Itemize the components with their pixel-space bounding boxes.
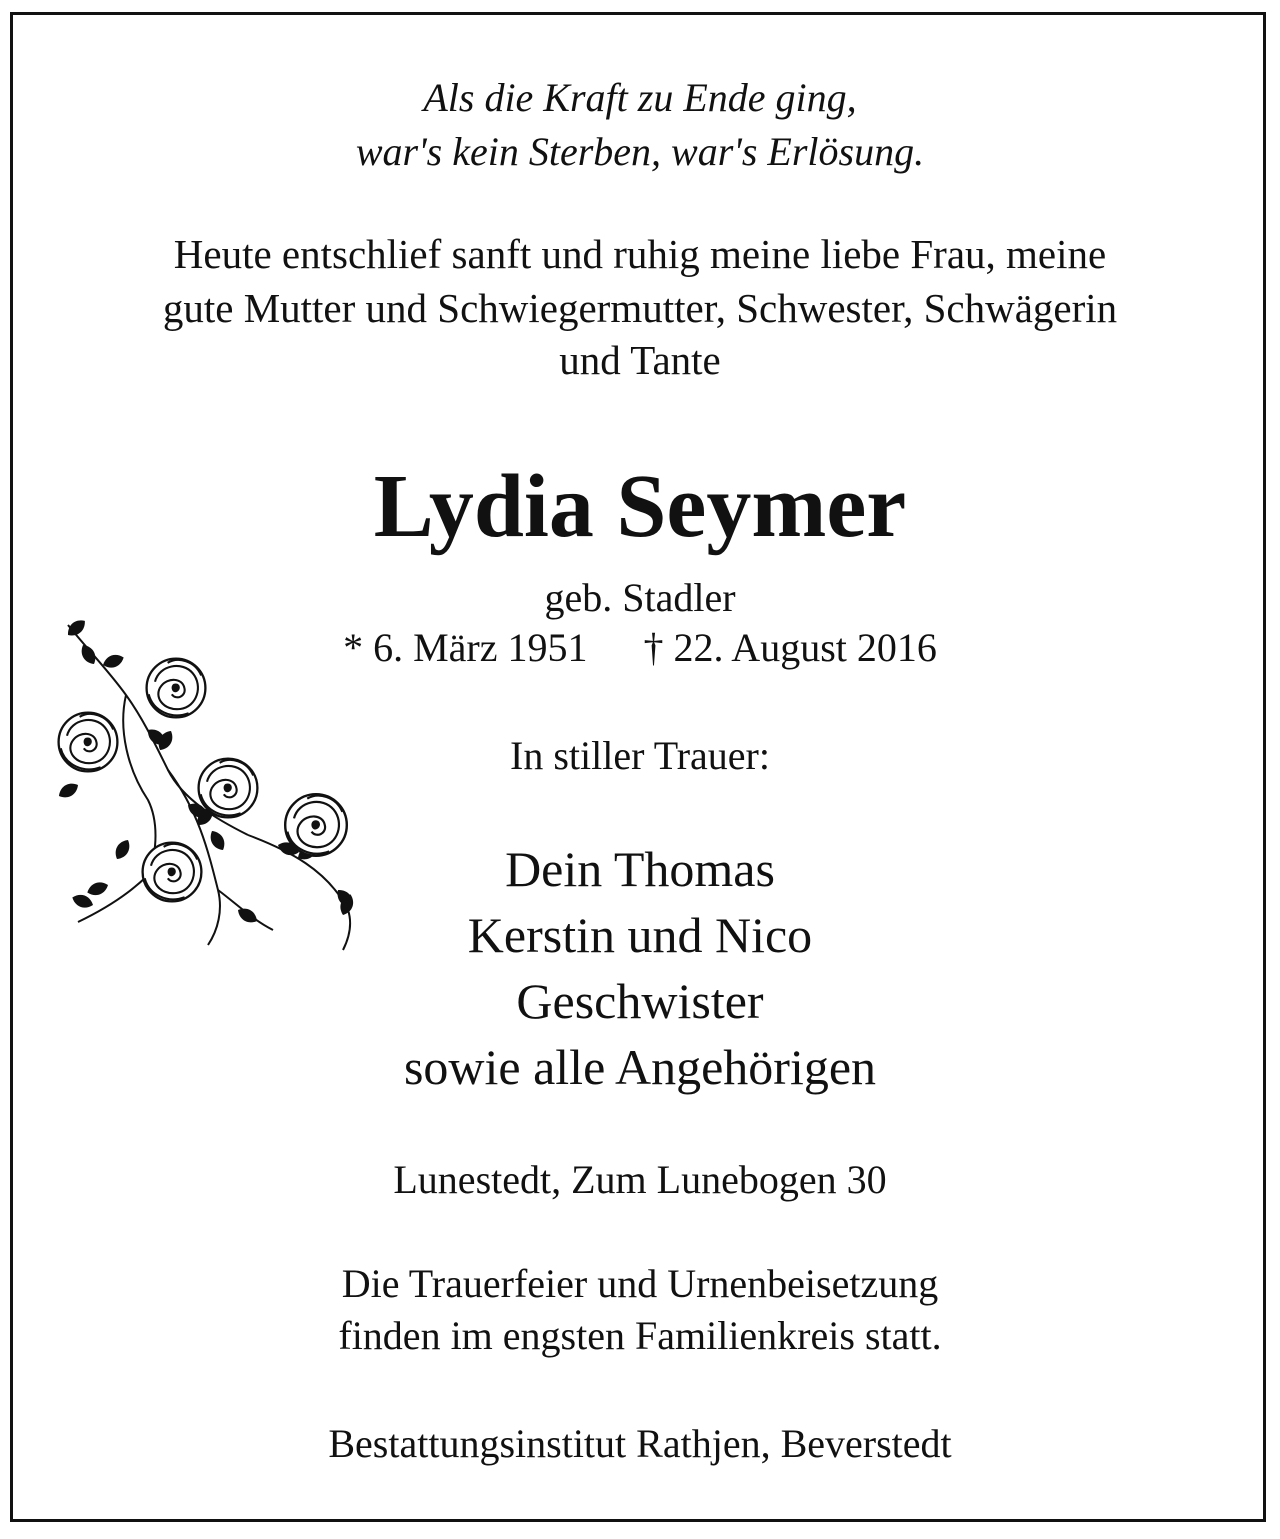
mourner-4: sowie alle Angehörigen xyxy=(403,1039,877,1095)
undertaker: Bestattungsinstitut Rathjen, Beverstedt xyxy=(328,1421,952,1466)
address: Lunestedt, Zum Lunebogen 30 xyxy=(393,1157,887,1202)
maiden-name: geb. Stadler xyxy=(544,575,736,620)
birth-date: * 6. März 1951 xyxy=(343,625,588,670)
mourner-3: Geschwister xyxy=(516,973,764,1029)
motto-line-1: Als die Kraft zu Ende ging, xyxy=(423,75,857,120)
death-date: † 22. August 2016 xyxy=(643,625,937,670)
rose-branch-illustration xyxy=(48,610,393,955)
intro-line-3: und Tante xyxy=(559,337,721,383)
mourning-heading: In stiller Trauer: xyxy=(510,733,770,778)
motto-line-2: war's kein Sterben, war's Erlösung. xyxy=(355,129,925,174)
ceremony-line-2: finden im engsten Familienkreis statt. xyxy=(338,1313,942,1358)
ceremony-line-1: Die Trauerfeier und Urnenbeisetzung xyxy=(341,1261,939,1306)
deceased-name: Lydia Seymer xyxy=(373,457,907,556)
mourner-2: Kerstin und Nico xyxy=(467,907,813,963)
mourner-1: Dein Thomas xyxy=(505,841,775,897)
intro-line-1: Heute entschlief sanft und ruhig meine liebe Frau, meine xyxy=(173,231,1107,277)
intro-line-2: gute Mutter und Schwiegermutter, Schwester, Schwägerin xyxy=(162,285,1118,331)
